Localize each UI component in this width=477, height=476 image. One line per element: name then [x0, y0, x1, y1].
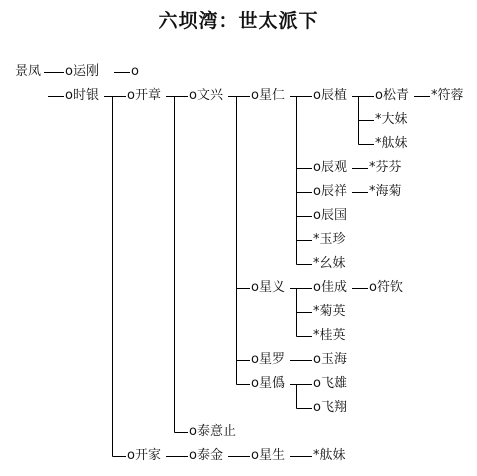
node-kaizhang: o开章	[127, 88, 161, 103]
node-jingfeng: 景凤	[15, 64, 42, 79]
node-yungang-child: o	[131, 64, 139, 79]
node-taiyizhi: o泰意止	[189, 424, 236, 439]
node-chenguan: o辰观	[313, 160, 347, 175]
node-yuzhen: *玉珍	[313, 232, 346, 247]
node-xingren: o星仁	[251, 88, 285, 103]
node-songqing: o松青	[375, 88, 409, 103]
node-feixiang: o飞翔	[313, 400, 347, 415]
node-xingyi: o星义	[251, 280, 285, 295]
node-guiying: *桂英	[313, 328, 346, 343]
page-title: 六坝湾：世太派下	[158, 10, 319, 32]
node-yuhai: o玉海	[313, 352, 347, 367]
node-xingluo: o星罗	[251, 352, 285, 367]
node-xingsheng: o星生	[251, 448, 285, 463]
node-chenguo: o辰国	[313, 208, 347, 223]
node-youmei: *幺妹	[313, 256, 346, 271]
node-haiju: *海菊	[369, 184, 402, 199]
node-furong: *符蓉	[431, 88, 464, 103]
node-kaijia: o开家	[127, 448, 161, 463]
node-yungang: o运刚	[65, 64, 99, 79]
node-jiacheng: o佳成	[313, 280, 347, 295]
node-damei: *大妹	[375, 112, 408, 127]
node-chenxiang: o辰祥	[313, 184, 347, 199]
node-juying: *菊英	[313, 304, 346, 319]
node-shumei-2: *舦妹	[313, 448, 346, 463]
node-shumei-1: *舦妹	[375, 136, 408, 151]
node-shiyin: o时银	[65, 88, 99, 103]
node-wenxing: o文兴	[189, 88, 223, 103]
node-taijin: o泰金	[189, 448, 223, 463]
node-chenzhi: o辰植	[313, 88, 347, 103]
node-fuqin: o符钦	[369, 280, 403, 295]
node-fenfen: *芬芬	[369, 160, 402, 175]
node-feixiong: o飞雄	[313, 376, 347, 391]
node-xingwei: o星僞	[251, 376, 285, 391]
